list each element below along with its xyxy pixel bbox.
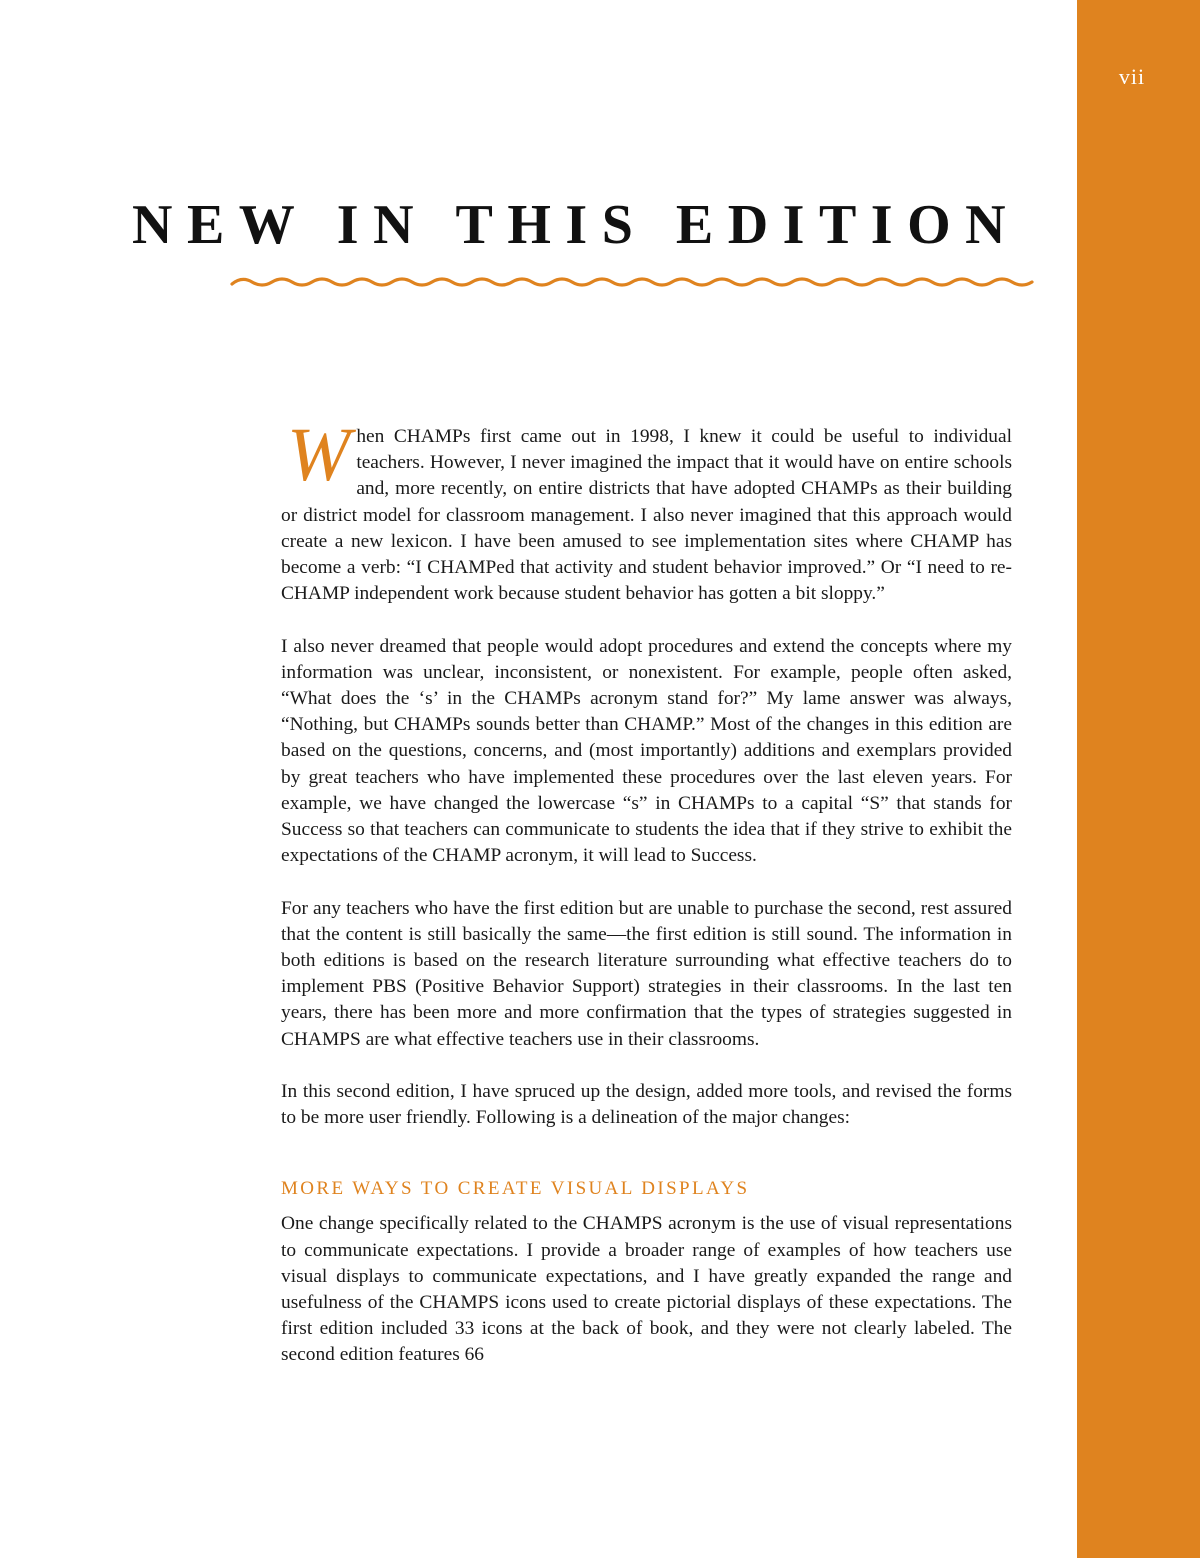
- body-paragraph: I also never dreamed that people would adopt procedures and extend the concepts where my information was unclear, inconsistent, or nonexistent. For example, people often asked, “What does the ‘s’ in the CHAMPs acronym stand for?” My lame answer was always, “Nothing, but CHAMPs sounds better than CHAMP.” Most of the changes in this edition are based on the questions, concerns, and (most importantly) additions and exemplars provided by great teachers who have implemented these procedures over the last eleven years. For example, we have changed the lowercase “s” in CHAMPs to a capital “S” that stands for Success so that teachers can communicate to students the idea that if they strive to exhibit the expectations of the CHAMP acronym, it will lead to Success.: [281, 635, 1012, 867]
- wavy-divider: [230, 272, 1036, 292]
- page-number: vii: [1118, 64, 1146, 89]
- body-text: [281, 413, 1012, 1369]
- intro-paragraph: [281, 413, 1012, 607]
- drop-cap: W: [287, 413, 351, 497]
- body-paragraph: In this second edition, I have spruced up the design, added more tools, and revised the forms to be more user friendly. Following is a delineation of the major changes:: [281, 1081, 1012, 1129]
- section-heading: MORE WAYS TO CREATE VISUAL DISPLAYS: [281, 1178, 750, 1200]
- intro-paragraph-text: hen CHAMPs first came out in 1998, I knew it could be useful to individual teachers. However, I never imagined the impact that it would have on entire schools and, more recently, on entire districts that have adopted CHAMPs as their building or district model for classroom management. I also never imagined that this approach would create a new lexicon. I have been amused to see implementation sites where CHAMP has become a verb: “I CHAMPed that activity and student behavior improved.” Or “I need to re-CHAMP independent work because student behavior has gotten a bit sloppy.”: [281, 426, 1012, 605]
- section-paragraph: One change specifically related to the CHAMPS acronym is the use of visual representations to communicate expectations. I provide a broader range of examples of how teachers use visual displays to communicate expectations, and I have greatly expanded the range and usefulness of the CHAMPS icons used to create pictorial displays of these expectations. The first edition included 33 icons at the back of book, and they were not clearly labeled. The second edition features 66: [281, 1213, 1012, 1366]
- page-title: NEW IN THIS EDITION: [132, 194, 1021, 256]
- side-color-bar: [1077, 0, 1200, 1558]
- body-paragraph: For any teachers who have the first edition but are unable to purchase the second, rest assured that the content is still basically the same—the first edition is still sound. The information in both editions is based on the research literature surrounding what effective teachers do to implement PBS (Positive Behavior Support) strategies in their classrooms. In the last ten years, there has been more and more confirmation that the types of strategies suggested in CHAMPS are what effective teachers use in their classrooms.: [281, 897, 1012, 1050]
